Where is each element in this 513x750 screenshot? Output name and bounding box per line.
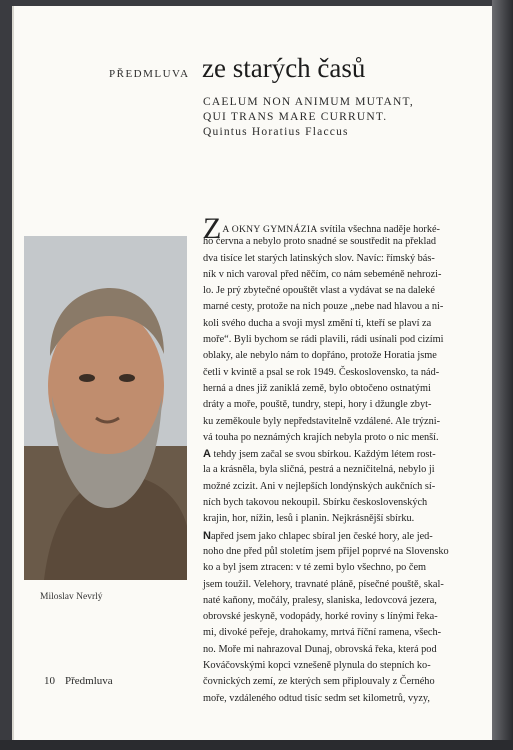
text-line: ho června a nebylo proto snadné se soustředit na překlad <box>203 236 437 248</box>
paragraph-start <box>203 446 483 462</box>
text-line: jsem toužil. Velehory, travnaté pláně, písečné pouště, skal- <box>203 578 444 590</box>
text-line: ku zeměkoule byly nepředstavitelně vzdálené. Ale trýzni- <box>203 415 441 427</box>
text-line: no. Moře mi nahrazoval Dunaj, obrovská řeka, která pod <box>203 643 437 655</box>
text-line: četli v kvintě a psal se rok 1949. Československo, ta nád- <box>203 366 440 378</box>
text-line: naté kaňony, močály, pralesy, slaniska, ledovcová jezera, <box>203 594 437 606</box>
text-line: Kováčovskými kopci vznešeně plynula do stepních ko- <box>203 660 431 672</box>
text-line: herná a dnes již zaniklá země, bylo obtočeno ostnatými <box>203 382 431 394</box>
paragraph-first-line: apřed jsem jako chlapec sbíral jen české hory, ale jed- <box>210 530 433 542</box>
epigraph-line-2: QUI TRANS MARE CURRUNT. <box>203 111 388 123</box>
text-line: ních bych takovou nekoupil. Sbírku československých <box>203 497 428 509</box>
text-line: ko a byl jsem ztracen: v té zemi bylo všechno, po čem <box>203 562 427 574</box>
text-line: dráty a moře, pouště, tundry, stepi, hory i džungle zbyt- <box>203 399 432 411</box>
epigraph <box>203 95 414 140</box>
text-line: vá touha po neznámých krajích nebyla proto o nic menší. <box>203 431 439 443</box>
text-line: čovnických zemí, ze kterých sem připlouvaly z Černého <box>203 676 435 688</box>
paragraph-start <box>203 528 483 544</box>
text-line: moře“. Byli bychom se rádi plavili, rádi usínali pod cizími <box>203 334 444 346</box>
portrait-illustration <box>24 236 187 580</box>
epigraph-author: Quintus Horatius Flaccus <box>203 126 349 138</box>
text-line: lo. Je prý zbytečné opouštět vlast a vydávat se na daleké <box>203 285 435 297</box>
page-edge <box>492 0 513 750</box>
text-line: mi, divoké peřeje, drahokamy, mrtvá říční ramena, všech- <box>203 627 442 639</box>
text-line: noho dne před půl stoletím jsem přijel poprvé na Slovensko <box>203 545 449 557</box>
page-bottom-edge <box>0 740 513 750</box>
text-line: krajin, hor, nížin, lesů i planin. Nejkrásnější sbírku. <box>203 513 415 525</box>
text-line: la a krásněla, byla sličná, pestrá a nezničitelná, nebylo ji <box>203 464 435 476</box>
opening-smallcaps: A OKNY GYMNÁZIA <box>222 224 318 235</box>
drop-cap: Z <box>203 212 222 245</box>
opening-line-rest: svítila všechna naděje horké- <box>317 224 440 235</box>
text-line: ník v nich varoval před něčím, co nám sebeméně nehrozi- <box>203 268 442 280</box>
text-line: obrovské jeskyně, vodopády, horké roviny s línými řeka- <box>203 611 438 623</box>
text-line: oblaky, ale nebylo nám to dopřáno, protože Horatia jsme <box>203 350 437 362</box>
text-line: koli svého ducha a svoji mysl změní ti, kteří se plaví za <box>203 317 432 329</box>
page-number: 10 <box>44 675 55 687</box>
photo-caption: Miloslav Nevrlý <box>40 592 103 602</box>
paragraph-first-line: tehdy jsem začal se svou sbírkou. Každým létem rost- <box>210 449 436 461</box>
page-footer <box>44 675 113 687</box>
paragraph-initial: A <box>203 448 211 461</box>
author-portrait <box>24 236 187 580</box>
chapter-title: ze starých časů <box>202 53 366 83</box>
section-label: PŘEDMLUVA <box>109 68 190 80</box>
text-line: marné cesty, protože na nich pouze „nebe nad hlavou a ni- <box>203 301 444 313</box>
running-title: Předmluva <box>65 675 113 687</box>
text-line: možné zcizit. Ani v nejlepších londýnských aukčních sí- <box>203 480 436 492</box>
body-text <box>203 212 483 707</box>
paragraph-initial: N <box>203 529 211 542</box>
text-line: dva tisíce let starých latinských slov. Navíc: římský bás- <box>203 252 435 264</box>
text-line: moře, vzdáleného odtud tisíc sedm set kilometrů, vyzy, <box>203 692 430 704</box>
epigraph-line-1: CAELUM NON ANIMUM MUTANT, <box>203 96 414 108</box>
